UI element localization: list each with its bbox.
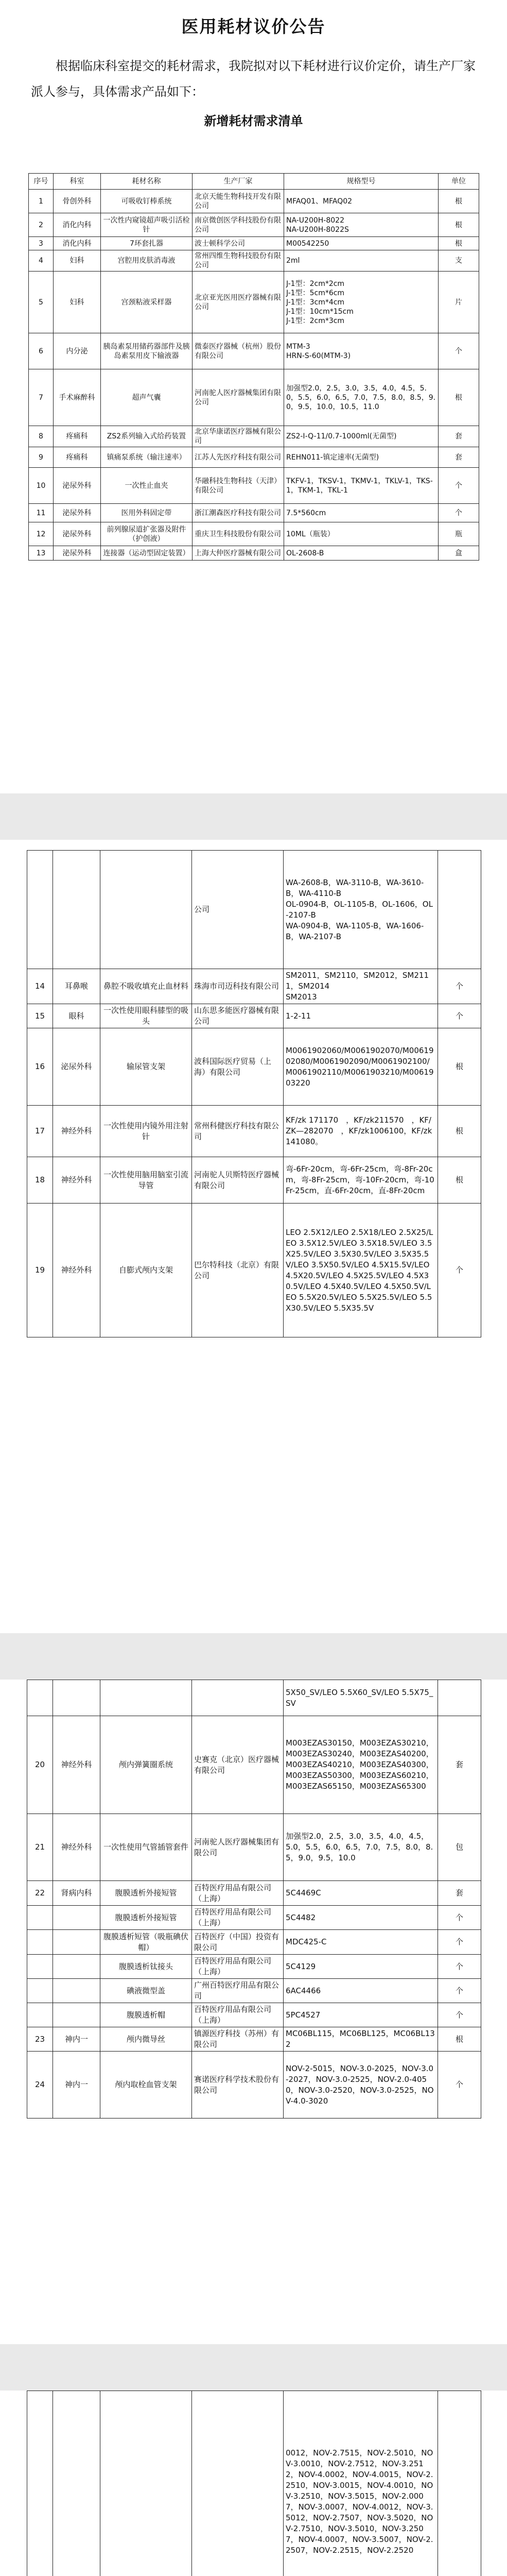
cell-no: 2 bbox=[29, 213, 54, 237]
cell-spec: 5PC4527 bbox=[284, 2003, 438, 2027]
table-row bbox=[27, 2052, 481, 2119]
cell-name: 镇痛泵系统（输注速率） bbox=[101, 447, 193, 468]
cell-spec: 弯-6Fr-20cm，弯-6Fr-25cm，弯-8Fr-20cm，弯-8Fr-25cm，弯-10Fr-20cm，弯-10Fr-25cm，直-6Fr-20cm，直-8Fr-20cm bbox=[284, 1157, 438, 1204]
page-1 bbox=[0, 0, 507, 793]
cell-dept bbox=[53, 1906, 100, 1930]
cell-dept bbox=[53, 1955, 100, 1979]
cell-dept: 泌尿外科 bbox=[54, 546, 101, 561]
cell-maker: 南京微创医学科技股份有限公司 bbox=[193, 213, 284, 237]
cell-spec: 6AC4466 bbox=[284, 1979, 438, 2003]
table-row bbox=[29, 426, 479, 447]
cell-maker: 珠海市司迈科技有限公司 bbox=[192, 969, 284, 1004]
cell-no: 23 bbox=[27, 2027, 53, 2052]
cell-spec: 1-2-11 bbox=[284, 1004, 438, 1028]
cell-no bbox=[27, 1680, 53, 1716]
table-row bbox=[29, 237, 479, 250]
cell-dept: 泌尿外科 bbox=[54, 468, 101, 504]
cell-unit: 个 bbox=[439, 468, 479, 504]
table-row bbox=[27, 2027, 481, 2052]
table-row bbox=[29, 250, 479, 272]
header-cell: 序号 bbox=[29, 174, 54, 190]
cell-maker: 河南驼人医疗器械集团有限公司 bbox=[193, 369, 284, 426]
table-row bbox=[27, 851, 481, 969]
table-row bbox=[29, 369, 479, 426]
cell-unit: 根 bbox=[438, 1157, 481, 1204]
cell-dept: 疼痛科 bbox=[54, 447, 101, 468]
cell-maker: 重庆卫生科技股份有限公司 bbox=[193, 522, 284, 546]
cell-spec: M0061902060/M0061902070/M0061902080/M0061902090/M0061902100/M0061902110/M0061903210/M0061903220 bbox=[284, 1028, 438, 1106]
page-2 bbox=[0, 840, 507, 1633]
cell-no: 3 bbox=[29, 237, 54, 250]
cell-name: 腹膜透析钛接头 bbox=[100, 1955, 192, 1979]
cell-no: 13 bbox=[29, 546, 54, 561]
cell-no: 15 bbox=[27, 1004, 53, 1028]
cell-maker: 百特医疗用品有限公司（上海） bbox=[192, 2003, 284, 2027]
cell-name: 一次性使用脑用脑室引流导管 bbox=[100, 1157, 192, 1204]
cell-maker bbox=[192, 2391, 284, 2576]
cell-no: 17 bbox=[27, 1106, 53, 1157]
cell-unit: 套 bbox=[439, 426, 479, 447]
cell-name: 医用外科固定带 bbox=[101, 504, 193, 522]
cell-spec: 5C4469C bbox=[284, 1881, 438, 1906]
table-row bbox=[27, 1004, 481, 1028]
cell-spec: 0012，NOV-2.7515，NOV-2.5010，NOV-3.0010，NOV-2.7512，NOV-3.2512，NOV-4.0002，NOV-4.0015，NOV-2.2510，NOV-3.0015，NOV-4.0010，NOV-3.2510，NOV-3.5015，NOV-2.0007，NOV-3.0007，NOV-4.0012，NOV-3.5012，NOV-2.7507，NOV-3.5020，NOV-2.7510，NOV-3.5010，NOV-3.2507，NOV-4.0007，NOV-3.5007，NOV-2.2507，NOV-2.2515，NOV-2.2520 bbox=[284, 2391, 438, 2576]
list-title: 新增耗材需求清单 bbox=[204, 114, 303, 128]
cell-name: 一次性止血夹 bbox=[101, 468, 193, 504]
cell-dept: 内分泌 bbox=[54, 333, 101, 369]
cell-dept: 消化内科 bbox=[54, 213, 101, 237]
cell-maker: 百特医疗用品有限公司（上海） bbox=[192, 1955, 284, 1979]
table-row bbox=[27, 1106, 481, 1157]
demand-table-continued bbox=[27, 1680, 481, 2119]
cell-dept: 眼科 bbox=[53, 1004, 100, 1028]
cell-spec: 10ML（瓶装） bbox=[284, 522, 439, 546]
cell-maker: 河南驼人贝斯特医疗器械有限公司 bbox=[192, 1157, 284, 1204]
cell-no bbox=[27, 1955, 53, 1979]
cell-spec: MC06BL115，MC06BL125，MC06BL132 bbox=[284, 2027, 438, 2052]
cell-unit: 个 bbox=[438, 969, 481, 1004]
cell-dept bbox=[53, 1979, 100, 2003]
cell-name: 一次性使用内镜外用注射针 bbox=[100, 1106, 192, 1157]
table-row bbox=[29, 333, 479, 369]
cell-no: 12 bbox=[29, 522, 54, 546]
cell-spec: NA-U200H-8022 NA-U200H-8022S bbox=[284, 213, 439, 237]
cell-unit: 个 bbox=[438, 1930, 481, 1955]
cell-maker: 浙江潮森医疗科技有限公司 bbox=[193, 504, 284, 522]
cell-unit: 盒 bbox=[439, 546, 479, 561]
table-row bbox=[27, 1979, 481, 2003]
cell-name: 输尿管支架 bbox=[100, 1028, 192, 1106]
cell-spec: NOV-2-5015，NOV-3.0-2025，NOV-3.0-2027，NOV-3.0-2525，NOV-2.0-4050，NOV-3.0-2520，NOV-3.0-2525，NOV-4.0-3020 bbox=[284, 2052, 438, 2119]
cell-spec: 加强型2.0，2.5，3.0，3.5，4.0，4.5，5.0，5.5，6.0，6.5，7.0，7.5，8.0，8.5，9.0，9.5，10.0 bbox=[284, 1814, 438, 1881]
cell-unit: 根 bbox=[438, 1106, 481, 1157]
demand-table-continued bbox=[27, 2391, 481, 2576]
table-row bbox=[27, 1157, 481, 1204]
cell-maker: 华融科技生物科技（天津）有限公司 bbox=[193, 468, 284, 504]
cell-dept: 疼痛科 bbox=[54, 426, 101, 447]
table-row bbox=[27, 1906, 481, 1930]
cell-maker: 广州百特医疗用品有限公司 bbox=[192, 1979, 284, 2003]
cell-spec: 加强型2.0，2.5，3.0，3.5，4.0，4.5，5.0，5.5，6.0，6.5，7.0，7.5，8.0，8.5，9.0，9.5，10.0，10.5，11.0 bbox=[284, 369, 439, 426]
cell-spec: 7.5*560cm bbox=[284, 504, 439, 522]
cell-unit: 根 bbox=[438, 2027, 481, 2052]
demand-table bbox=[28, 173, 479, 561]
cell-unit: 片 bbox=[439, 272, 479, 333]
cell-no bbox=[27, 1906, 53, 1930]
cell-no: 7 bbox=[29, 369, 54, 426]
cell-dept: 神经外科 bbox=[53, 1814, 100, 1881]
cell-unit bbox=[438, 1680, 481, 1716]
cell-maker: 上海大仲医疗器械有限公司 bbox=[193, 546, 284, 561]
cell-name: 自膨式颅内支架 bbox=[100, 1204, 192, 1337]
cell-no: 10 bbox=[29, 468, 54, 504]
cell-no: 4 bbox=[29, 250, 54, 272]
page-4 bbox=[0, 2391, 507, 2576]
cell-no: 16 bbox=[27, 1028, 53, 1106]
cell-name: 颅内微导丝 bbox=[100, 2027, 192, 2052]
cell-no bbox=[27, 2003, 53, 2027]
cell-no: 6 bbox=[29, 333, 54, 369]
cell-name: 宫颈粘液采样器 bbox=[101, 272, 193, 333]
cell-maker: 北京亚光医用医疗器械有限公司 bbox=[193, 272, 284, 333]
cell-spec: 5X50_SV/LEO 5.5X60_SV/LEO 5.5X75_SV bbox=[284, 1680, 438, 1716]
cell-dept: 手术麻醉科 bbox=[54, 369, 101, 426]
cell-unit: 套 bbox=[438, 1881, 481, 1906]
cell-maker: 史赛克（北京）医疗器械有限公司 bbox=[192, 1716, 284, 1814]
cell-name: 连接器（运动型固定装置） bbox=[101, 546, 193, 561]
cell-unit: 包 bbox=[438, 1814, 481, 1881]
cell-no: 11 bbox=[29, 504, 54, 522]
cell-name bbox=[100, 1680, 192, 1716]
cell-unit: 个 bbox=[439, 333, 479, 369]
cell-spec: KF/zk 171170 ，KF/zk211570 ，KF/ZK—282070 ，KF/zk1006100，KF/zk141080。 bbox=[284, 1106, 438, 1157]
cell-spec: OL-2608-B bbox=[284, 546, 439, 561]
cell-unit: 个 bbox=[438, 1955, 481, 1979]
cell-name: 7环套扎器 bbox=[101, 237, 193, 250]
cell-name: 颅内取栓血管支架 bbox=[100, 2052, 192, 2119]
cell-maker: 百特医疗（中国）投资有限公司 bbox=[192, 1930, 284, 1955]
table-row bbox=[29, 272, 479, 333]
cell-spec: MDC425-C bbox=[284, 1930, 438, 1955]
cell-name: 一次性内窥镜超声吸引活检针 bbox=[101, 213, 193, 237]
cell-spec: REHN011-镇定速率(无菌型) bbox=[284, 447, 439, 468]
cell-dept: 神经外科 bbox=[53, 1106, 100, 1157]
demand-table-continued bbox=[27, 850, 481, 1337]
cell-no: 5 bbox=[29, 272, 54, 333]
table-row bbox=[29, 447, 479, 468]
cell-name bbox=[100, 851, 192, 969]
cell-name: 鼻腔不吸收填充止血材料 bbox=[100, 969, 192, 1004]
cell-dept: 神经外科 bbox=[53, 1157, 100, 1204]
cell-maker bbox=[192, 1680, 284, 1716]
cell-unit: 个 bbox=[439, 504, 479, 522]
cell-unit: 个 bbox=[438, 1204, 481, 1337]
cell-spec: M00542250 bbox=[284, 237, 439, 250]
cell-no: 22 bbox=[27, 1881, 53, 1906]
cell-dept: 神内一 bbox=[53, 2052, 100, 2119]
cell-unit: 根 bbox=[439, 213, 479, 237]
cell-name: 一次性使用气管插管套件 bbox=[100, 1814, 192, 1881]
table-row bbox=[27, 1955, 481, 1979]
cell-no: 14 bbox=[27, 969, 53, 1004]
cell-name: 胰岛素泵用储药器部件及胰岛素泵用皮下输液器 bbox=[101, 333, 193, 369]
cell-dept: 神经外科 bbox=[53, 1204, 100, 1337]
cell-name: 腹膜透析短管（吸瓶碘伏帽） bbox=[100, 1930, 192, 1955]
table-row bbox=[27, 1204, 481, 1337]
cell-name: 前列腺尿道扩张器及附件（护创液） bbox=[101, 522, 193, 546]
cell-dept: 骨创外科 bbox=[54, 190, 101, 213]
cell-no: 8 bbox=[29, 426, 54, 447]
table-row bbox=[27, 1881, 481, 1906]
cell-name: 宫腔用皮肤消毒液 bbox=[101, 250, 193, 272]
cell-unit: 根 bbox=[438, 1028, 481, 1106]
cell-maker: 北京华康诺医疗器械有限公司 bbox=[193, 426, 284, 447]
cell-unit: 个 bbox=[438, 1979, 481, 2003]
cell-spec: LEO 2.5X12/LEO 2.5X18/LEO 2.5X25/LEO 3.5X12.5V/LEO 3.5X18.5V/LEO 3.5X25.5V/LEO 3.5X30.5V/LEO 3.5X35.5V/LEO 3.5X50.5V/LEO 4.5X15.5V/LEO 4.5X20.5V/LEO 4.5X25.5V/LEO 4.5X30.5V/LEO 4.5X40.5V/LEO 4.5X50.5V/LEO 5.5X20.5V/LEO 5.5X25.5V/LEO 5.5X30.5V/LEO 5.5X35.5V bbox=[284, 1204, 438, 1337]
cell-dept: 泌尿外科 bbox=[54, 522, 101, 546]
cell-no bbox=[27, 1979, 53, 2003]
cell-name: 超声气囊 bbox=[101, 369, 193, 426]
page-3 bbox=[0, 1680, 507, 2344]
cell-unit: 瓶 bbox=[439, 522, 479, 546]
cell-maker: 百特医疗用品有限公司（上海） bbox=[192, 1881, 284, 1906]
cell-unit bbox=[438, 851, 481, 969]
cell-maker: 赛诺医疗科学技术股份有限公司 bbox=[192, 2052, 284, 2119]
cell-no bbox=[27, 2391, 53, 2576]
cell-no bbox=[27, 851, 53, 969]
cell-maker: 微泰医疗器械（杭州）股份有限公司 bbox=[193, 333, 284, 369]
cell-name: 腹膜透析外接短管 bbox=[100, 1906, 192, 1930]
cell-spec: MFAQ01、MFAQ02 bbox=[284, 190, 439, 213]
cell-dept: 泌尿外科 bbox=[53, 1028, 100, 1106]
cell-dept: 妇科 bbox=[54, 272, 101, 333]
cell-spec: TKFV-1，TKSV-1，TKMV-1，TKLV-1，TKS-1，TKM-1，TKL-1 bbox=[284, 468, 439, 504]
cell-maker: 镇源医疗科技（苏州）有限公司 bbox=[192, 2027, 284, 2052]
cell-no: 20 bbox=[27, 1716, 53, 1814]
table-header-row bbox=[29, 174, 479, 190]
cell-dept: 妇科 bbox=[54, 250, 101, 272]
cell-unit: 个 bbox=[438, 1004, 481, 1028]
cell-spec: 2ml bbox=[284, 250, 439, 272]
cell-no: 19 bbox=[27, 1204, 53, 1337]
cell-unit: 套 bbox=[438, 1716, 481, 1814]
cell-no: 18 bbox=[27, 1157, 53, 1204]
cell-spec: 5C4129 bbox=[284, 1955, 438, 1979]
cell-unit: 个 bbox=[438, 2052, 481, 2119]
table-row bbox=[27, 2391, 481, 2576]
cell-dept bbox=[53, 2003, 100, 2027]
header-cell: 规格型号 bbox=[284, 174, 439, 190]
cell-no bbox=[27, 1930, 53, 1955]
cell-maker: 巴尔特科技（北京）有限公司 bbox=[192, 1204, 284, 1337]
cell-name: 颅内弹簧圈系统 bbox=[100, 1716, 192, 1814]
cell-dept bbox=[53, 851, 100, 969]
cell-name: 一次性使用眼科膝型的吸头 bbox=[100, 1004, 192, 1028]
table-row bbox=[27, 1930, 481, 1955]
cell-dept bbox=[53, 1930, 100, 1955]
notice-title: 医用耗材议价公告 bbox=[181, 16, 326, 37]
cell-name: 可吸收钉棒系统 bbox=[101, 190, 193, 213]
cell-dept: 泌尿外科 bbox=[54, 504, 101, 522]
cell-unit: 根 bbox=[439, 190, 479, 213]
table-row bbox=[29, 546, 479, 561]
cell-spec: WA-2608-B，WA-3110-B，WA-3610-B，WA-4110-B OL-0904-B，OL-1105-B，OL-1606，OL-2107-B WA-0904-B，WA-1105-B，WA-1606-B，WA-2107-B bbox=[284, 851, 438, 969]
header-cell: 耗材名称 bbox=[101, 174, 193, 190]
cell-maker: 河南驼人医疗器械集团有限公司 bbox=[192, 1814, 284, 1881]
cell-no: 24 bbox=[27, 2052, 53, 2119]
cell-unit: 套 bbox=[439, 447, 479, 468]
cell-dept bbox=[53, 2391, 100, 2576]
table-row bbox=[27, 1814, 481, 1881]
cell-maker: 百特医疗用品有限公司（上海） bbox=[192, 1906, 284, 1930]
table-row bbox=[29, 190, 479, 213]
cell-dept: 神经外科 bbox=[53, 1716, 100, 1814]
intro-paragraph: 根据临床科室提交的耗材需求，我院拟对以下耗材进行议价定价，请生产厂家派人参与，具体需求产品如下： bbox=[31, 59, 476, 99]
header-cell: 生产厂家 bbox=[193, 174, 284, 190]
cell-maker: 江苏人先医疗科技有限公司 bbox=[193, 447, 284, 468]
cell-maker: 波科国际医疗贸易（上海）有限公司 bbox=[192, 1028, 284, 1106]
table-row bbox=[27, 2003, 481, 2027]
cell-no: 9 bbox=[29, 447, 54, 468]
cell-dept: 消化内科 bbox=[54, 237, 101, 250]
cell-no: 1 bbox=[29, 190, 54, 213]
cell-unit: 根 bbox=[439, 237, 479, 250]
cell-unit: 个 bbox=[438, 1906, 481, 1930]
cell-spec: ZS2-I-Q-11/0.7-1000ml(无菌型) bbox=[284, 426, 439, 447]
table-row bbox=[29, 504, 479, 522]
cell-maker: 公司 bbox=[192, 851, 284, 969]
cell-spec: MTM-3 HRN-S-60(MTM-3) bbox=[284, 333, 439, 369]
header-cell: 单位 bbox=[439, 174, 479, 190]
cell-unit: 个 bbox=[438, 2003, 481, 2027]
table-row bbox=[27, 1716, 481, 1814]
cell-unit: 根 bbox=[439, 369, 479, 426]
cell-maker: 北京天能生物科技开发有限公司 bbox=[193, 190, 284, 213]
cell-dept: 肾病内科 bbox=[53, 1881, 100, 1906]
cell-maker: 山东思多能医疗器械有限公司 bbox=[192, 1004, 284, 1028]
cell-dept bbox=[53, 1680, 100, 1716]
cell-maker: 常州四维生物科技股份有限公司 bbox=[193, 250, 284, 272]
cell-maker: 常州科健医疗科技有限公司 bbox=[192, 1106, 284, 1157]
cell-no: 21 bbox=[27, 1814, 53, 1881]
table-row bbox=[27, 969, 481, 1004]
table-row bbox=[27, 1028, 481, 1106]
cell-dept: 神内一 bbox=[53, 2027, 100, 2052]
cell-name: 碘液微型盖 bbox=[100, 1979, 192, 2003]
table-row bbox=[27, 1680, 481, 1716]
cell-name: ZS2系列输入式给药装置 bbox=[101, 426, 193, 447]
cell-spec: SM2011，SM2110，SM2012，SM2111，SM2014 SM2013 bbox=[284, 969, 438, 1004]
table-row bbox=[29, 213, 479, 237]
cell-spec: J-1型：2cm*2cm J-1型：5cm*6cm J-1型：3cm*4cm J-1型：10cm*15cm J-1型：2cm*3cm bbox=[284, 272, 439, 333]
cell-unit: 支 bbox=[439, 250, 479, 272]
cell-spec: 5C4482 bbox=[284, 1906, 438, 1930]
table-row bbox=[29, 468, 479, 504]
table-row bbox=[29, 522, 479, 546]
cell-name: 腹膜透析外接短管 bbox=[100, 1881, 192, 1906]
header-cell: 科室 bbox=[54, 174, 101, 190]
cell-dept: 耳鼻喉 bbox=[53, 969, 100, 1004]
cell-name bbox=[100, 2391, 192, 2576]
cell-maker: 波士顿科学公司 bbox=[193, 237, 284, 250]
cell-spec: M003EZAS30150，M003EZAS30210，M003EZAS30240，M003EZAS40200，M003EZAS40210，M003EZAS40300，M003EZAS50300，M003EZAS60210，M003EZAS65150，M003EZAS65300 bbox=[284, 1716, 438, 1814]
cell-name: 腹膜透析帽 bbox=[100, 2003, 192, 2027]
cell-unit bbox=[438, 2391, 481, 2576]
